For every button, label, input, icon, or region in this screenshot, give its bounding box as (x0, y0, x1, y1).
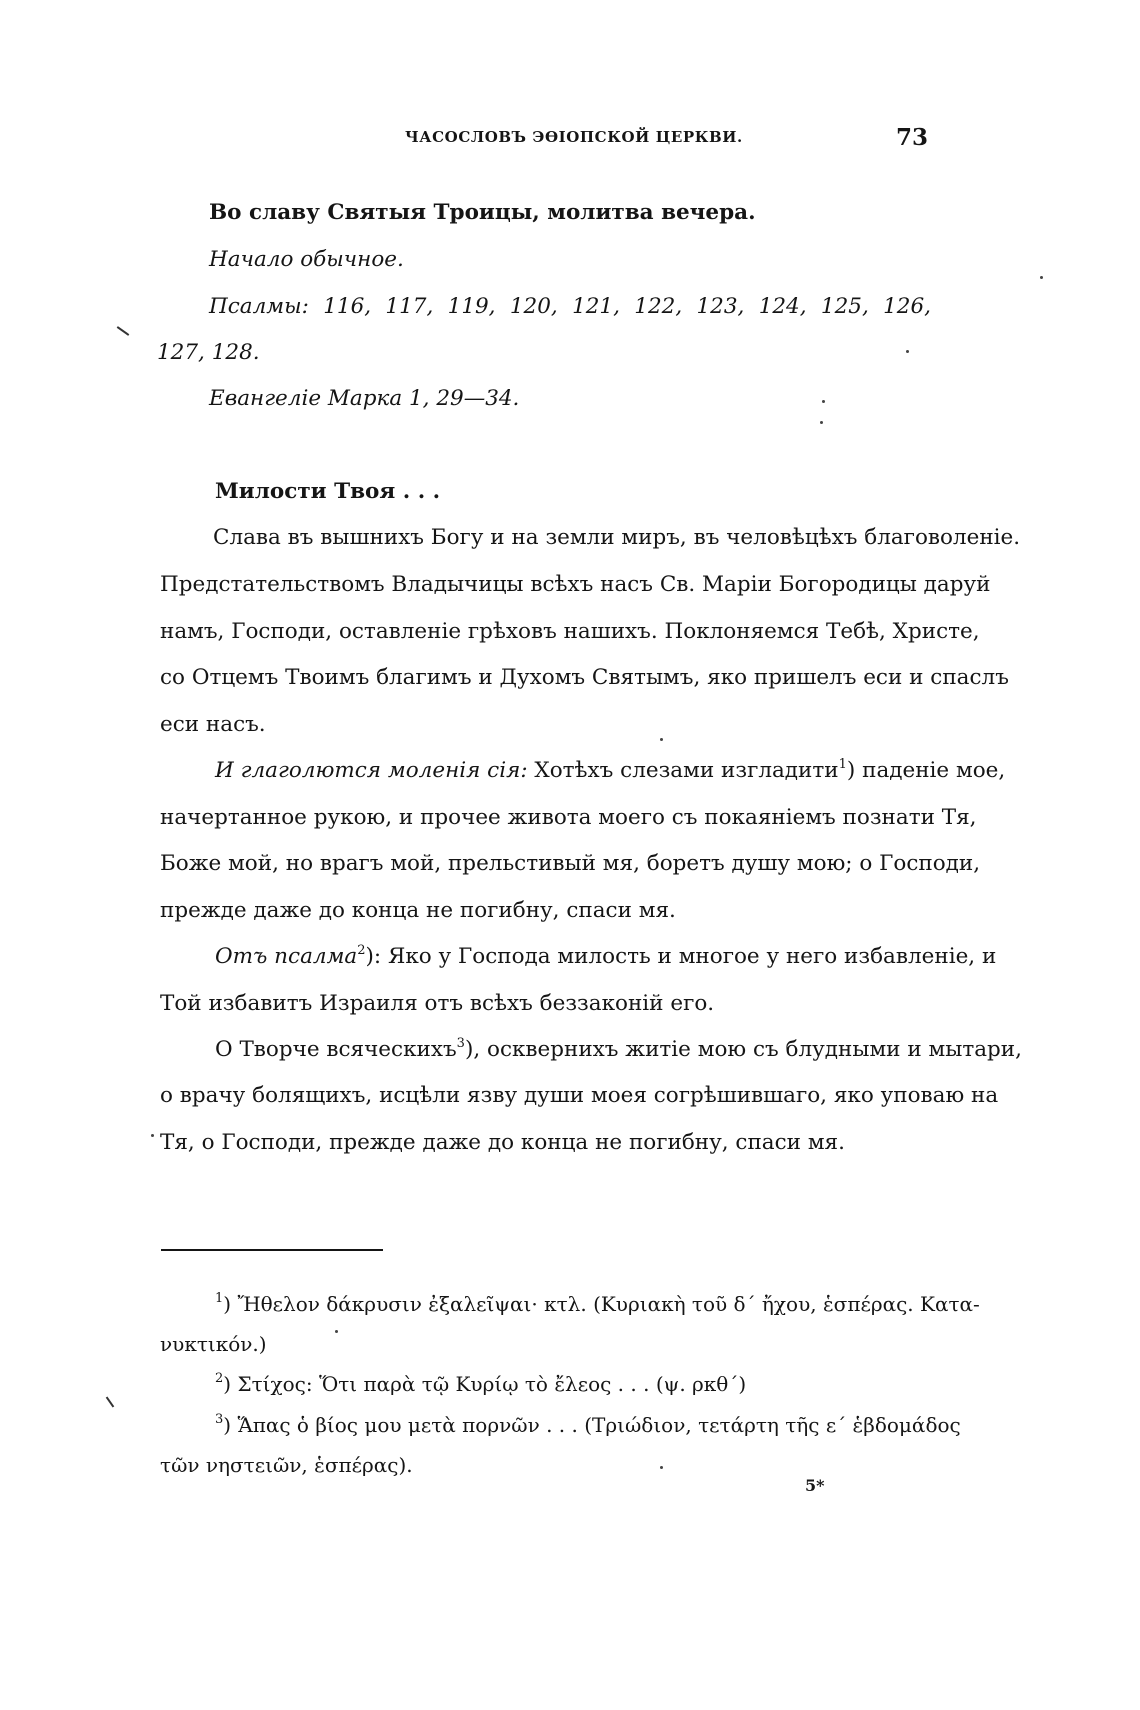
scan-speck (906, 350, 909, 353)
footnote-1-line2: νυκτικόν.) (160, 1332, 267, 1356)
footnote-1-line1 (215, 1291, 980, 1316)
scan-speck (335, 1330, 338, 1333)
para2-line2: начертанное рукою, и прочее живота моего съ покаяніемъ познати Тя, (160, 805, 977, 830)
para1-line1: Слава въ вышнихъ Богу и на земли миръ, въ человѣцѣхъ благоволеніе. (213, 525, 1021, 550)
rubric-beginning: Начало обычное. (209, 247, 404, 272)
para2-text-rest: ) паденіе мое, (846, 758, 1006, 783)
footnote-mark-1: 1 (215, 1291, 224, 1306)
footnote-1-text: ) Ἤθελον δάκρυσιν ἐξαλεῖψαι· κτλ. (Κυριακὴ τοῦ δ΄ ἤχου, ἑσπέρας. Κατα- (223, 1292, 980, 1316)
rubric-gospel: Евангеліе Марка 1, 29—34. (209, 386, 520, 411)
para3-line1 (215, 943, 997, 969)
para3-text: ): Яко у Господа милость и многое у него избавленіе, и (365, 944, 997, 969)
footnote-2 (215, 1372, 746, 1396)
rubric-psalms-line1: Псалмы: 116, 117, 119, 120, 121, 122, 123, 124, 125, 126, (209, 294, 931, 319)
scan-speck (151, 1134, 154, 1137)
para4-text-rest: ), осквернихъ житіе мою съ блудными и мытари, (464, 1037, 1022, 1062)
scan-mark (117, 326, 130, 336)
mercy-text: Милости Твоя . . . (215, 479, 441, 504)
scan-speck (1040, 276, 1043, 279)
footnote-3-line2: τῶν νηστειῶν, ἑσπέρας). (160, 1453, 413, 1477)
footnote-3-line1 (215, 1412, 961, 1437)
scan-mark (106, 1397, 115, 1408)
para1-line2: Предстательствомъ Владычицы всѣхъ насъ Св. Маріи Богородицы даруй (160, 572, 991, 597)
para3-line2: Той избавитъ Израиля отъ всѣхъ беззаконій его. (160, 991, 715, 1016)
signature-mark: 5* (805, 1476, 825, 1495)
scan-speck (822, 400, 825, 403)
para4-line1 (215, 1036, 1022, 1062)
para4-line2: о врачу болящихъ, исцѣли язву души моея согрѣшившаго, яко уповаю на (160, 1083, 999, 1108)
scan-speck (660, 738, 663, 741)
footnote-ref-3[interactable]: 3 (456, 1036, 465, 1051)
para2-line4: прежде даже до конца не погибну, спаси мя. (160, 898, 676, 923)
scan-speck (820, 421, 823, 424)
para1-line4: со Отцемъ Твоимъ благимъ и Духомъ Святымъ, яко пришелъ еси и спаслъ (160, 665, 1009, 690)
footnote-ref-1[interactable]: 1 (838, 757, 847, 772)
footnote-3-text: ) Ἅπας ὁ βίος μου μετὰ πορνῶν . . . (Τριώδιον, τετάρτη τῆς ε΄ ἑβδομάδος (223, 1413, 961, 1437)
footnote-mark-2: 2 (215, 1371, 224, 1386)
para4-text: О Творче всяческихъ (215, 1037, 457, 1062)
footnote-rule (161, 1249, 383, 1251)
mercy-incipit (215, 479, 440, 504)
para3-rubric: Отъ псалма (215, 944, 358, 969)
footnote-mark-3: 3 (215, 1412, 224, 1427)
para2-rubric: И глаголются моленія сія: (215, 758, 528, 783)
footnote-2-text: ) Στίχος: Ὅτι παρὰ τῷ Κυρίῳ τὸ ἔλεος . . . (ψ. ρκθ΄) (223, 1372, 747, 1396)
rubric-psalms-line2: 127, 128. (157, 340, 260, 365)
para2-text: Хотѣхъ слезами изгладити (527, 758, 839, 783)
running-title: ЧАСОСЛОВЪ ЭѲІОПСКОЙ ЦЕРКВИ. (405, 128, 743, 146)
para4-line3: Тя, о Господи, прежде даже до конца не погибну, спаси мя. (160, 1130, 845, 1155)
para1-line5: еси насъ. (160, 712, 266, 737)
para2-line1 (215, 757, 1006, 783)
para2-line3: Боже мой, но врагъ мой, прельстивый мя, боретъ душу мою; о Господи, (160, 851, 981, 876)
scan-speck (660, 1466, 663, 1469)
para1-line3: намъ, Господи, оставленіе грѣховъ нашихъ. Поклоняемся Тебѣ, Христе, (160, 619, 980, 644)
section-heading: Во славу Святыя Троицы, молитва вечера. (209, 200, 756, 225)
footnote-ref-2[interactable]: 2 (357, 943, 366, 958)
page-number: 73 (896, 124, 929, 151)
